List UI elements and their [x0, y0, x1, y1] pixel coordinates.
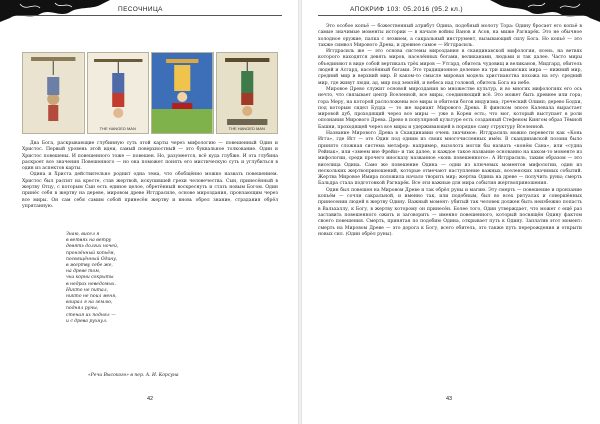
corner-ornament-icon: [0, 0, 110, 22]
paragraph: Один был повешен на Мировом Древе и так обрёл руны и магию. Эту смерть — повешение и пронзание копьём — сочли сакральной, и именно так, или подобным, был во всех ритуалах и совершённых принесении людей в жертву Одину. Важный момент: убитый так человек должен быть неизбежно попасть в Вальхаллу, к Богу, в жертву которому он принесён. Более того, Один утверждает, что может с ещё раз заставить повешенного ожить и заговорить — именно повешенного, который посвящён Одину фактом своего повешения. Смерть, принятая по подобию Одина, открывает путь к Одину. Заплатив этот момент: смерть на Мировом Древе — это дорога к Богу, всего обитель, это также путь перерождения и открыти новых сил. (Один обрёл руны).: [318, 187, 582, 237]
poem-line: в жертву себе же,: [66, 263, 113, 269]
poem-line: Знаю, висел я: [66, 232, 100, 237]
poem-line: стеная их поднял —: [66, 312, 116, 318]
left-body-text: [22, 141, 278, 210]
paragraph: Название Мирового Древа в Скандинавии очень значимое: Иггдрасиль можно перевести как «Конь Игга», где Игг — это Один под одним из своих многочисленных имён. В скандинавской поэзии было принято сложная система метафор: например, вызолота могли бы назвать «конём Сана», или «судна Рейнак», или «змеем вне Фрейи» и так далее, и каждое такое название основанно на каком-то моменте из мифологии, среди прочего иносказу названное «конь повешенного». А Иггдрасиль, таким образом — это виселица Одина. Само же повешение Одина — одни из ключевых моментов мифологии, один из нескольких жертвоприношений, которые отмечают наступление важных, вселенских значимых событий. Жертва Мировое Имира положила начало творить мир; жертва Одина на древе — получить руны; смерть Бальдра стала подготовкой Рагнарёк. Все эти важные для мира события жертвоприношения.: [318, 131, 582, 187]
header-rule: [318, 15, 582, 16]
running-head: ПЕСОЧНИЦА: [118, 6, 163, 13]
poem-attribution: «Речи Высокого» в пер. А. И. Корсуна: [88, 373, 179, 378]
poem-line: пронзённый копьём,: [66, 250, 116, 256]
poem-line: в недрах неведомых.: [66, 281, 116, 287]
page-number: 43: [446, 396, 453, 402]
poem-line: и с древа рухнул.: [66, 318, 108, 324]
paragraph: Мировое Древо служит основой мироздания во множестве культур, и во многих мифологиях его ось нечто, что связывает центр Вселенной, все миры, соединяющий всё. Это может быть древнее или гора; гора Меру, на которой расположены все миры и обители богов индуизма; греческий Олимп; дерево Бодхи, под которым сидел Будда — то же вариант Мирового Древа. В финском эпосе Калевала вырастает мировой дуб, проходящий через все миры — уже в Кореи есть; что мог, который выступает в роли опознания Мирового Древа. Древо в популярной культуре есть созданный Стефеном Кингом образ Тёмной Башни, проходящей через все миры и удерживающей в порядке саму структуру Вселенной.: [318, 86, 582, 130]
page-number: 42: [147, 396, 154, 402]
paragraph: Одина и Христа действительно роднит одна тема, что обобщённо можно назвать повешением. Христос был распят на кресте, став жертвой, искупившей грехи человечества. Сын, принесённый в жертву Отцу, с которым Сын есть единое целое, обретённый воскреснуть и стать новым Богом. Один принёс себя в жертву на дереве, мировом древе Иггдрасиле, основе мироздания, пронзающим через все миры. Он сам себя самим собой принесён жертву и вновь обрел знание, страдания обрёл упрятанную.: [22, 172, 278, 209]
card-caption: THE HANGED MAN: [99, 126, 136, 131]
right-page: [300, 0, 600, 424]
poem-line: Никто не питал,: [66, 287, 109, 293]
poem-line: в ветвях на ветру: [66, 238, 112, 244]
poem-line: чьи корни сокрыты: [66, 275, 114, 281]
tarot-card: [87, 52, 150, 134]
paragraph: Два Бога, раскрывающие глубинную суть этой карты через мифологию — повешенный Один и Христос. Первый уровень этой идеи, самый поверхностный — это буквальное толкование. Один и Христос повешены. И повешенного тоже — повешен. Но, разумеется, всё куда глубже. И эта глубина раскроет все значения Повешенного — но она поможет понять его мистическую суть и углубиться в один из аспектов карты.: [22, 141, 278, 172]
tarot-card: [216, 52, 279, 134]
card-caption: THE HANGED MAN: [228, 126, 265, 131]
poem-line: взирал я на землю,: [66, 300, 113, 306]
corner-ornament-icon: [490, 0, 600, 22]
book-gutter: [298, 0, 302, 424]
poem-line: никто не поил меня,: [66, 294, 117, 300]
running-head: АПОКРИФ 103: 05.2016 (95.2 кл.): [350, 6, 463, 13]
poem-line: на древе том,: [66, 269, 101, 275]
header-rule: [18, 15, 282, 16]
paragraph: Иггдрасиль же — это основа системы мироздания в скандинавской мифологии, ясень, на ветвях которого находятся девять миров, населённых богами, великанами, людьми и так далее. Часто миры объединяют в виде собой вертикаль трёх миров — Утгард, обитель чудовищ и великанов, Мидгард, обитель людей и Асгард, населённый богами. Это традиционное деление на три шаманских мира — нижний мир, средний мир и верхний мир. В каком-то смысле мировая модель христианства похожа на эту: средний мир, где живут люди, ад, мир под землёй, и небеса над головой, обитель Бога на небе.: [318, 49, 582, 86]
paragraph: Это особое копьё — божественный атрибут Одина, подобный молоту Тора: Одину бросает его копьё в самые значимые моменты истории — в начале войны Ванов и Асов, на миже Рагнарёк. Это не обычное холодное оружие, палка с лезвием, а сакральный инструмент, вызывающий силу Бога. Но копьё — это также символ Мирового Древа, и древнее самое — Иггдрасиль.: [318, 24, 582, 48]
right-body-text: [318, 24, 582, 238]
poem-quote: [66, 232, 118, 325]
tarot-cards-row: [22, 52, 278, 134]
tarot-card: [151, 52, 214, 134]
poem-line: поднял руны,: [66, 306, 99, 312]
tarot-card: [22, 52, 85, 134]
poem-line: посвящённый Одину,: [66, 256, 118, 262]
poem-line: девять долгих ночей,: [66, 244, 119, 250]
